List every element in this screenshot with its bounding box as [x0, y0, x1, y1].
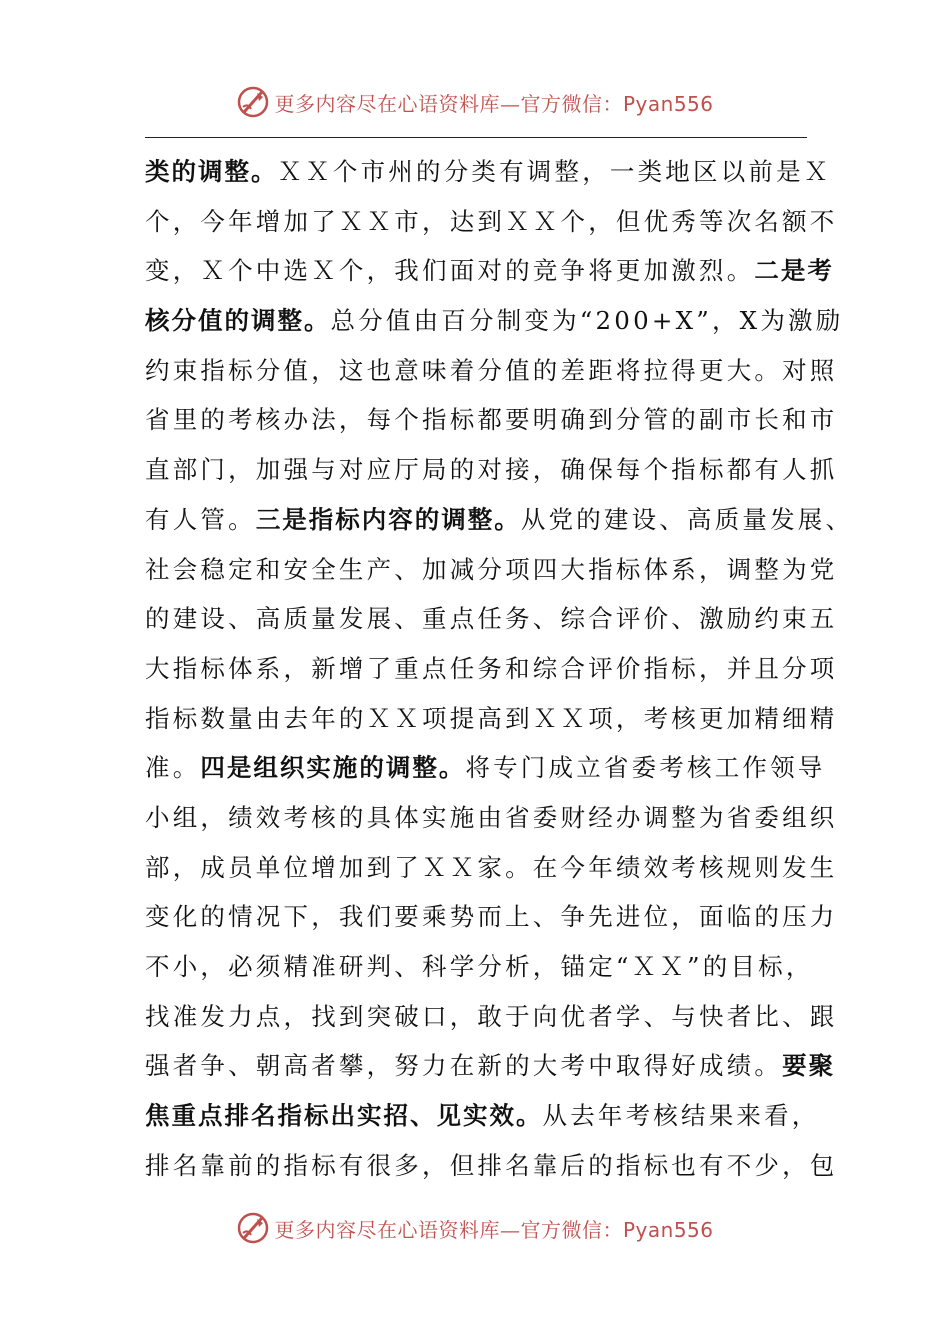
text-line	[145, 197, 838, 247]
text-run: 变，Ｘ个中选Ｘ个，我们面对的竞争将更加激烈。	[145, 256, 755, 286]
text-run: 将专门成立省委考核工作领导	[465, 753, 826, 783]
header-divider	[145, 137, 807, 138]
text-run: 约束指标分值，这也意味着分值的差距将拉得更大。对照	[145, 355, 838, 385]
pen-logo-icon	[236, 1211, 270, 1245]
text-run: 大指标体系，新增了重点任务和综合评价指标，并且分项	[145, 653, 838, 683]
banner-text: 更多内容尽在心语资料库—官方微信：Pyan556	[274, 91, 714, 116]
text-run: 直部门，加强与对应厅局的对接，确保每个指标都有人抓	[145, 455, 838, 485]
text-line	[145, 594, 838, 644]
text-line	[145, 246, 834, 296]
text-run: 省里的考核办法，每个指标都要明确到分管的副市长和市	[145, 405, 838, 435]
text-run: 部，成员单位增加到了ＸＸ家。在今年绩效考核规则发生	[145, 852, 838, 882]
text-line	[145, 545, 838, 595]
text-line	[145, 793, 838, 843]
text-line	[145, 495, 854, 545]
text-line	[145, 743, 826, 793]
text-line	[145, 1091, 820, 1141]
text-line	[145, 147, 832, 197]
bold-heading-run: 要聚	[782, 1051, 836, 1081]
text-run: 指标数量由去年的ＸＸ项提高到ＸＸ项，考核更加精细精	[145, 703, 838, 733]
document-body	[145, 147, 854, 1190]
text-run: 准。	[145, 753, 201, 783]
header-watermark-banner	[0, 82, 950, 122]
bold-heading-run: 焦重点排名指标出实招、见实效。	[145, 1101, 543, 1131]
text-line	[145, 445, 838, 495]
text-run: 个，今年增加了ＸＸ市，达到ＸＸ个，但优秀等次名额不	[145, 206, 838, 236]
text-line	[145, 346, 838, 396]
footer-watermark-banner	[0, 1208, 950, 1248]
text-run: 有人管。	[145, 504, 256, 534]
text-run: 的建设、高质量发展、重点任务、综合评价、激励约束五	[145, 604, 838, 634]
text-line	[145, 395, 838, 445]
text-line	[145, 843, 838, 893]
text-run: 小组，绩效考核的具体实施由省委财经办调整为省委组织	[145, 802, 838, 832]
text-line	[145, 694, 838, 744]
text-run: 变化的情况下，我们要乘势而上、争先进位，面临的压力	[145, 902, 838, 932]
bold-heading-run: 三是指标内容的调整。	[255, 504, 521, 534]
bold-heading-run: 四是组织实施的调整。	[200, 753, 466, 783]
text-run: 不小，必须精准研判、科学分析，锚定“ＸＸ”的目标，	[145, 952, 814, 981]
text-run: 强者争、朝高者攀，努力在新的大考中取得好成绩。	[145, 1051, 783, 1081]
banner-text: 更多内容尽在心语资料库—官方微信：Pyan556	[274, 1217, 714, 1242]
text-line	[145, 992, 838, 1042]
bold-heading-run: 类的调整。	[145, 157, 278, 186]
text-run: 从去年考核结果来看，	[542, 1101, 820, 1131]
text-run: 排名靠前的指标有很多，但排名靠后的指标也有不少，包	[145, 1150, 838, 1180]
text-line	[145, 892, 838, 942]
text-run: 找准发力点，找到突破口，敢于向优者学、与快者比、跟	[145, 1001, 838, 1031]
pen-logo-icon	[236, 85, 270, 119]
text-line	[145, 296, 844, 346]
text-line	[145, 1041, 836, 1091]
text-run: 总分值由百分制变为“200+X”，X为激励	[330, 306, 844, 336]
text-line	[145, 942, 815, 992]
text-line	[145, 1141, 838, 1191]
text-run: 社会稳定和安全生产、加减分项四大指标体系，调整为党	[145, 554, 838, 584]
text-line	[145, 644, 838, 694]
bold-heading-run: 二是考	[754, 256, 834, 286]
text-run: ＸＸ个市州的分类有调整，一类地区以前是Ｘ	[277, 157, 832, 186]
text-run: 从党的建设、高质量发展、	[520, 504, 854, 534]
bold-heading-run: 核分值的调整。	[145, 306, 331, 336]
